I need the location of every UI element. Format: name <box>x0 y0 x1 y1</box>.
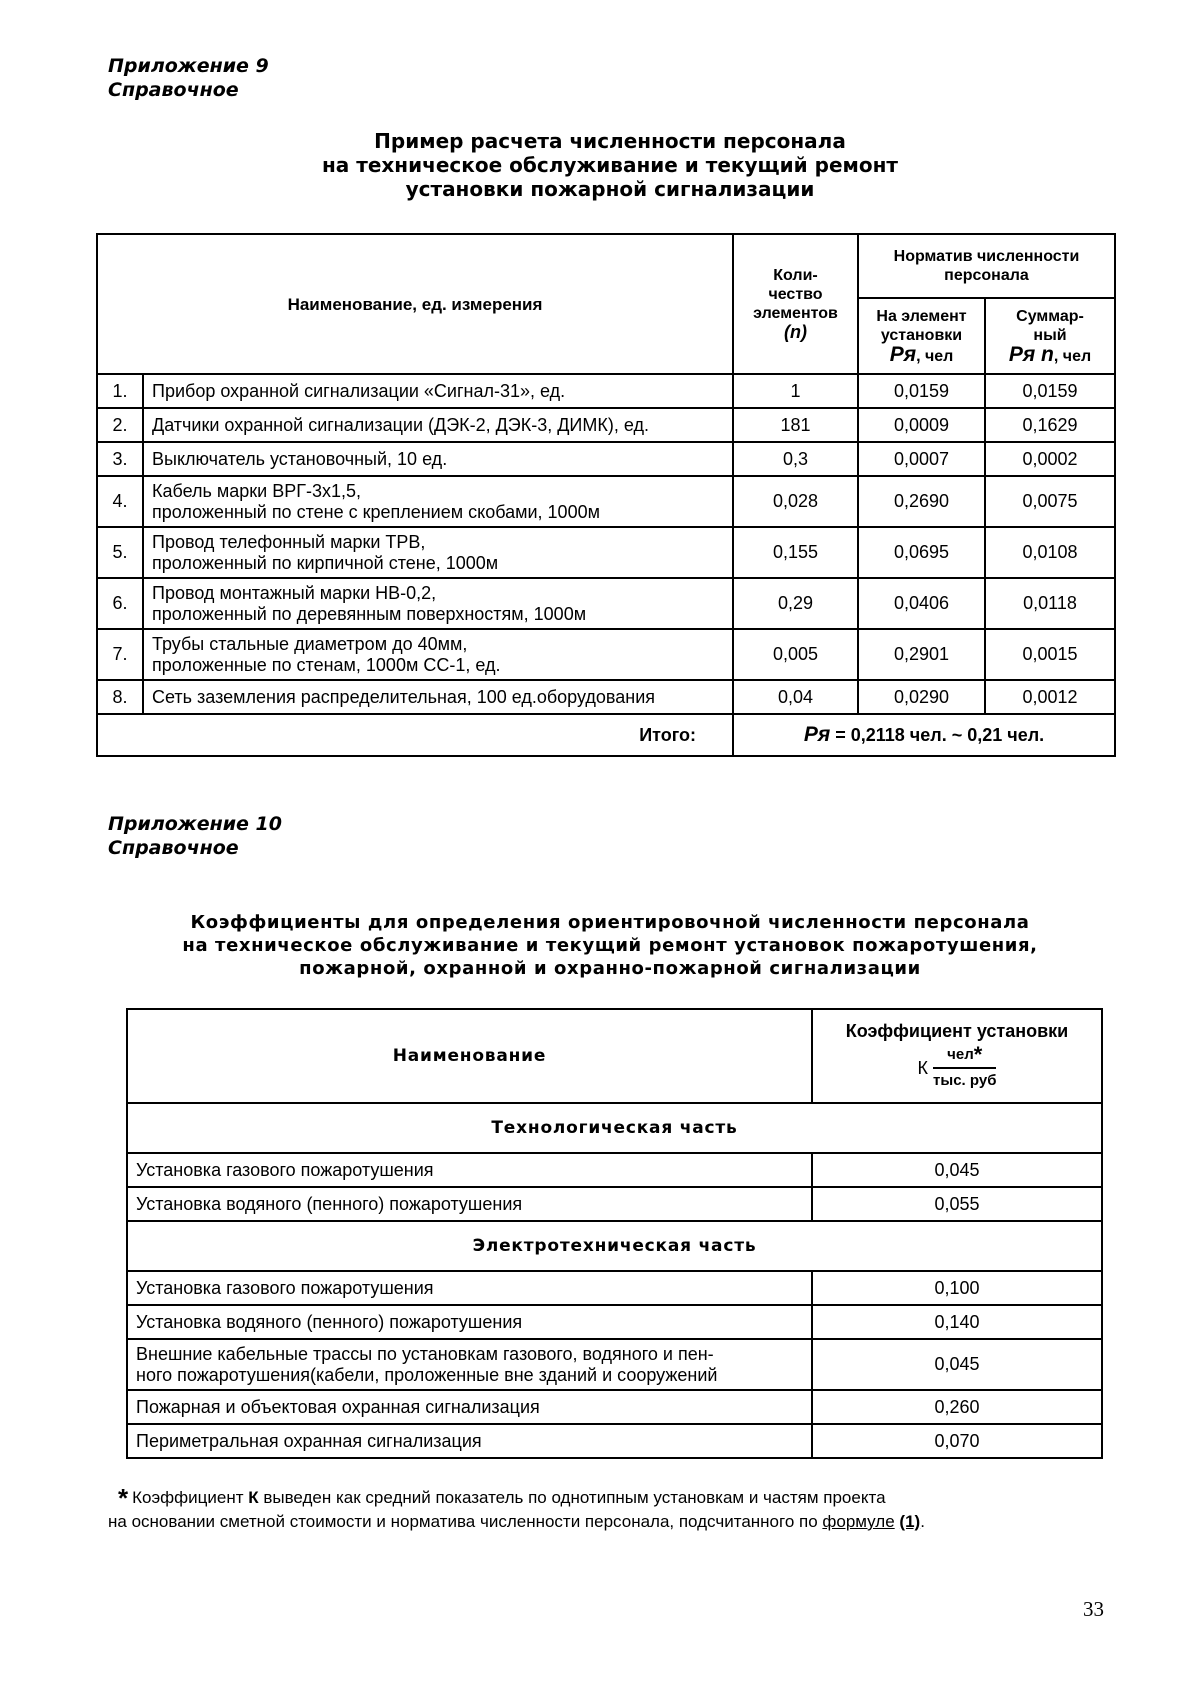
row-per-element: 0,0007 <box>858 442 985 476</box>
row-name: Периметральная охранная сигнализация <box>127 1424 812 1458</box>
footnote-star: * <box>118 1483 129 1513</box>
header-total: Суммар- ный Pя n, чел <box>985 298 1115 374</box>
row-count: 0,04 <box>733 680 858 714</box>
row-count: 181 <box>733 408 858 442</box>
appendix-10-title: Коэффициенты для определения ориентировочной численности персонала на техническое обслуживание и текущий ремонт установок пожаротушения, пожарной, охранной и охранно-пожарной сигнализации <box>182 912 1038 979</box>
table-row <box>97 578 1115 629</box>
row-count: 0,155 <box>733 527 858 578</box>
total-row <box>97 714 1115 756</box>
table-row <box>127 1187 1102 1221</box>
row-per-element: 0,0159 <box>858 374 985 408</box>
row-number: 5. <box>97 527 143 578</box>
total-label: Итого: <box>97 714 733 756</box>
row-total: 0,0012 <box>985 680 1115 714</box>
row-total: 0,0075 <box>985 476 1115 527</box>
row-name: Выключатель установочный, 10 ед. <box>143 442 733 476</box>
row-number: 2. <box>97 408 143 442</box>
row-number: 8. <box>97 680 143 714</box>
row-total: 0,0159 <box>985 374 1115 408</box>
table-row <box>97 408 1115 442</box>
footnote: * Коэффициент К выведен как средний показатель по однотипным установкам и частям проекта на основании сметной стоимости и норматива численности персонала, подсчитанного по формуле (1). <box>108 1483 925 1531</box>
row-total: 0,0118 <box>985 578 1115 629</box>
row-count: 0,29 <box>733 578 858 629</box>
row-value: 0,045 <box>812 1339 1102 1390</box>
row-value: 0,045 <box>812 1153 1102 1187</box>
table-row <box>127 1424 1102 1458</box>
row-number: 1. <box>97 374 143 408</box>
row-total: 0,1629 <box>985 408 1115 442</box>
row-per-element: 0,2690 <box>858 476 985 527</box>
table-row <box>97 442 1115 476</box>
header-count: Коли- чество элементов (n) <box>733 234 858 374</box>
row-name: Кабель марки ВРГ-3х1,5, проложенный по стене с креплением скобами, 1000м <box>143 476 733 527</box>
table-row <box>97 629 1115 680</box>
row-per-element: 0,0290 <box>858 680 985 714</box>
row-value: 0,260 <box>812 1390 1102 1424</box>
row-name: Провод телефонный марки ТРВ, проложенный по кирпичной стене, 1000м <box>143 527 733 578</box>
row-name: Внешние кабельные трассы по установкам газового, водяного и пен- ного пожаротушения(кабели, проложенные вне зданий и сооружений <box>127 1339 812 1390</box>
formula-link[interactable]: формуле <box>822 1512 895 1531</box>
coefficients-table <box>126 1008 1103 1459</box>
header-name: Наименование, ед. измерения <box>97 234 733 374</box>
row-number: 3. <box>97 442 143 476</box>
row-name: Установка водяного (пенного) пожаротушения <box>127 1187 812 1221</box>
row-number: 6. <box>97 578 143 629</box>
row-name: Сеть заземления распределительная, 100 ед.оборудования <box>143 680 733 714</box>
row-value: 0,140 <box>812 1305 1102 1339</box>
header-coefficient: Коэффициент установки К $\frac{\text{чел*}}{\text{тыс. руб}}$ <box>812 1009 1102 1103</box>
row-per-element: 0,0009 <box>858 408 985 442</box>
header-name: Наименование <box>127 1009 812 1103</box>
unit-fraction: $\frac{\text{чел*}}{\text{тыс. руб}}$ <box>933 1042 997 1089</box>
formula-ref-link[interactable]: (1) <box>899 1512 921 1531</box>
table-row <box>127 1339 1102 1390</box>
page-number: 33 <box>1083 1597 1104 1621</box>
row-name: Трубы стальные диаметром до 40мм, проложенные по стенам, 1000м СС-1, ед. <box>143 629 733 680</box>
appendix-10-label: Приложение 10 Справочное <box>108 813 282 859</box>
table-row <box>97 527 1115 578</box>
row-name: Установка газового пожаротушения <box>127 1153 812 1187</box>
row-total: 0,0015 <box>985 629 1115 680</box>
section-title: Технологическая часть <box>127 1103 1102 1153</box>
k-symbol: К <box>917 1058 929 1078</box>
appendix-9-label: Приложение 9 Справочное <box>108 55 269 101</box>
header-per-element: На элемент установки Pя, чел <box>858 298 985 374</box>
section-title: Электротехническая часть <box>127 1221 1102 1271</box>
total-value: Pя = 0,2118 чел. ~ 0,21 чел. <box>733 714 1115 756</box>
row-total: 0,0108 <box>985 527 1115 578</box>
table-row <box>97 374 1115 408</box>
table-row <box>97 476 1115 527</box>
row-per-element: 0,2901 <box>858 629 985 680</box>
row-number: 7. <box>97 629 143 680</box>
table-row <box>127 1153 1102 1187</box>
row-count: 0,005 <box>733 629 858 680</box>
row-value: 0,055 <box>812 1187 1102 1221</box>
row-name: Провод монтажный марки НВ-0,2, проложенный по деревянным поверхностям, 1000м <box>143 578 733 629</box>
table-row <box>127 1390 1102 1424</box>
row-count: 1 <box>733 374 858 408</box>
table-row <box>127 1305 1102 1339</box>
row-name: Пожарная и объектовая охранная сигнализация <box>127 1390 812 1424</box>
row-value: 0,070 <box>812 1424 1102 1458</box>
row-count: 0,3 <box>733 442 858 476</box>
row-name: Установка газового пожаротушения <box>127 1271 812 1305</box>
row-value: 0,100 <box>812 1271 1102 1305</box>
table-row <box>97 680 1115 714</box>
row-name: Прибор охранной сигнализации «Сигнал-31», ед. <box>143 374 733 408</box>
row-per-element: 0,0695 <box>858 527 985 578</box>
row-name: Установка водяного (пенного) пожаротушения <box>127 1305 812 1339</box>
table-row <box>127 1271 1102 1305</box>
row-count: 0,028 <box>733 476 858 527</box>
row-name: Датчики охранной сигнализации (ДЭК-2, ДЭК-3, ДИМК), ед. <box>143 408 733 442</box>
row-per-element: 0,0406 <box>858 578 985 629</box>
appendix-9-title: Пример расчета численности персонала на техническое обслуживание и текущий ремонт установки пожарной сигнализации <box>321 129 899 201</box>
staffing-calc-table <box>96 233 1116 757</box>
row-total: 0,0002 <box>985 442 1115 476</box>
row-number: 4. <box>97 476 143 527</box>
header-norm: Норматив численности персонала <box>858 234 1115 298</box>
